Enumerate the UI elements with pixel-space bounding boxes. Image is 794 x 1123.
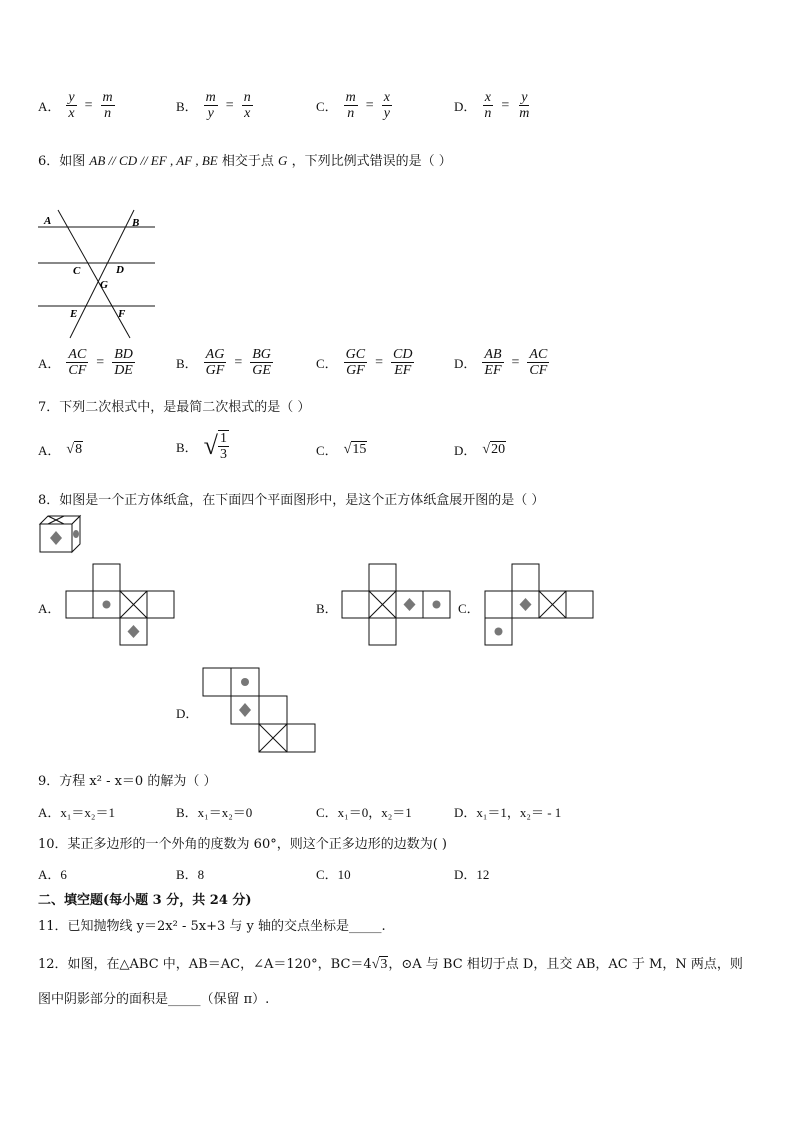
radicand: 15 (352, 442, 367, 457)
q5-option-a[interactable] (38, 90, 115, 121)
net-b[interactable] (341, 563, 453, 649)
option-label: A． (38, 356, 61, 371)
option-label: C． (316, 99, 338, 114)
option-label: C． (316, 356, 338, 371)
label-e: E (70, 308, 78, 320)
q6-figure (30, 196, 170, 344)
q9-option-d[interactable]: D．x₁＝1，x₂＝ - 1 (454, 805, 562, 820)
q7-option-a[interactable] (38, 440, 83, 459)
q8-option-a-label[interactable]: A． (38, 601, 61, 616)
equals-sign: = (511, 354, 520, 370)
equals-sign: = (501, 97, 510, 113)
q6-stem-suffix: ，下列比例式错误的是（ ） (291, 154, 452, 169)
left-fraction (204, 347, 227, 378)
q5-options (38, 90, 758, 130)
left-fraction (344, 90, 358, 121)
option-label: C． (316, 443, 338, 458)
denominator: n (347, 106, 355, 121)
q6-option-a[interactable] (38, 347, 135, 378)
q10-option-a[interactable]: A．6 (38, 867, 67, 882)
numerator: GC (345, 347, 366, 362)
sqrt-20: √ 20 (482, 442, 506, 457)
numerator: CD (393, 347, 413, 362)
q12-line1-prefix: 12．如图，在△ABC 中，AB＝AC，∠A＝120°，BC＝4 (38, 957, 372, 972)
option-label: B． (176, 356, 198, 371)
numerator: x (484, 90, 491, 105)
q10-option-b[interactable]: B．8 (176, 867, 205, 882)
right-fraction (517, 90, 531, 121)
left-fraction (204, 90, 218, 121)
equals-sign: = (365, 97, 374, 113)
option-label: B． (176, 99, 198, 114)
numerator: m (102, 90, 113, 105)
option-label: B． (176, 439, 198, 455)
right-fraction (250, 347, 273, 378)
numerator: y (521, 90, 528, 105)
option-label: D． (454, 443, 477, 458)
numerator: m (345, 90, 356, 105)
sqrt-15: √ 15 (343, 442, 367, 457)
q9-option-b[interactable]: B．x₁＝x₂＝0 (176, 805, 253, 820)
numerator: 1 (219, 431, 227, 446)
right-fraction (112, 347, 135, 378)
sqrt-8: √ 8 (66, 442, 83, 457)
equals-sign: = (234, 354, 243, 370)
left-fraction (482, 347, 503, 378)
label-c: C (73, 265, 81, 277)
denominator: GF (205, 363, 225, 378)
cube-figure (36, 514, 84, 554)
option-label: A． (38, 99, 61, 114)
right-fraction (101, 90, 115, 121)
q12-line2: 图中阴影部分的面积是_____（保留 π）. (38, 992, 270, 1007)
q8-option-c-label[interactable]: C． (458, 601, 480, 616)
q10-stem: 10．某正多边形的一个外角的度数为 60°，则这个正多边形的边数为( ) (38, 837, 447, 852)
radicand: 3 (380, 957, 388, 972)
denominator: x (244, 106, 251, 121)
numerator: AG (205, 347, 225, 362)
denominator: n (104, 106, 112, 121)
numerator: m (205, 90, 216, 105)
numerator: BD (114, 347, 133, 362)
sqrt-one-third: √ $\frac{1}{3}$ (203, 431, 227, 462)
equals-sign: = (225, 97, 234, 113)
numerator: AC (529, 347, 548, 362)
net-d[interactable] (202, 667, 316, 753)
q8-option-d-label[interactable]: D． (176, 706, 199, 721)
net-c[interactable] (484, 563, 596, 649)
denominator: n (484, 106, 492, 121)
denominator: x (68, 106, 75, 121)
numerator: x (383, 90, 390, 105)
left-fraction (66, 347, 88, 378)
q6-stem-prefix: 6．如图 (38, 154, 86, 169)
denominator: GE (252, 363, 271, 378)
denominator: CF (529, 363, 548, 378)
q6-options (38, 347, 758, 387)
denominator: m (519, 106, 530, 121)
q7-option-b[interactable] (176, 430, 229, 462)
label-g: G (100, 279, 108, 291)
q11-stem: 11．已知抛物线 y＝2x² - 5x+3 与 y 轴的交点坐标是_____. (38, 919, 386, 934)
q7-option-d[interactable] (454, 440, 506, 459)
denominator: EF (484, 363, 502, 378)
q6-option-b[interactable] (176, 347, 273, 378)
numerator: n (243, 90, 251, 105)
numerator: y (68, 90, 75, 105)
q7-option-c[interactable] (316, 440, 367, 459)
denominator: DE (114, 363, 133, 378)
denominator: 3 (219, 447, 227, 462)
label-f: F (118, 308, 126, 320)
q12-line1-suffix: ，⊙A 与 BC 相切于点 D，且交 AB，AC 于 M，N 两点，则 (388, 957, 743, 972)
right-fraction (527, 347, 549, 378)
q6-stem (38, 150, 452, 169)
equals-sign: = (84, 97, 93, 113)
q5-option-b[interactable] (176, 90, 253, 121)
q9-option-c[interactable]: C．x₁＝0，x₂＝1 (316, 805, 412, 820)
sqrt-3: √ 3 (371, 957, 388, 972)
numerator: AB (484, 347, 502, 362)
q8-stem: 8．如图是一个正方体纸盒，在下面四个平面图形中，是这个正方体纸盒展开图的是（ ） (38, 493, 545, 508)
q5-option-c[interactable] (316, 90, 392, 121)
dot-icon (73, 530, 79, 538)
denominator: y (383, 106, 390, 121)
denominator: GF (346, 363, 365, 378)
q9-stem: 9．方程 x² - x＝0 的解为（ ） (38, 774, 217, 789)
option-label: A． (38, 443, 61, 458)
q6-stem-middle: 相交于点 (221, 154, 274, 169)
left-fraction (482, 90, 493, 121)
radicand: 8 (75, 442, 83, 457)
q5-option-d[interactable] (454, 90, 531, 121)
q6-stem-point: G (278, 153, 288, 168)
q6-option-d[interactable] (454, 347, 549, 378)
left-fraction (344, 347, 367, 378)
q7-stem: 7．下列二次根式中，是最简二次根式的是（ ） (38, 400, 311, 415)
q6-stem-math: AB // CD // EF , AF , BE (89, 153, 218, 168)
equals-sign: = (375, 354, 384, 370)
radicand: 20 (491, 442, 506, 457)
section-title: 二、填空题(每小题 3 分，共 24 分) (38, 893, 252, 908)
numerator: AC (68, 347, 87, 362)
label-a: A (44, 215, 52, 227)
q6-option-c[interactable] (316, 347, 414, 378)
net-a[interactable] (65, 563, 177, 649)
label-d: D (116, 264, 124, 276)
right-fraction (382, 90, 392, 121)
option-label: D． (454, 356, 477, 371)
label-b: B (132, 217, 140, 229)
q9-option-a[interactable]: A．x₁＝x₂＝1 (38, 805, 115, 820)
right-fraction (242, 90, 253, 121)
q12-line1 (38, 953, 743, 973)
denominator: EF (394, 363, 412, 378)
denominator: CF (68, 363, 87, 378)
numerator: BG (252, 347, 271, 362)
equals-sign: = (96, 354, 105, 370)
q10-option-d[interactable]: D．12 (454, 867, 490, 882)
q10-option-c[interactable]: C．10 (316, 867, 351, 882)
denominator: y (207, 106, 214, 121)
q8-option-b-label[interactable]: B． (316, 601, 338, 616)
left-fraction (66, 90, 76, 121)
option-label: D． (454, 99, 477, 114)
right-fraction (391, 347, 414, 378)
